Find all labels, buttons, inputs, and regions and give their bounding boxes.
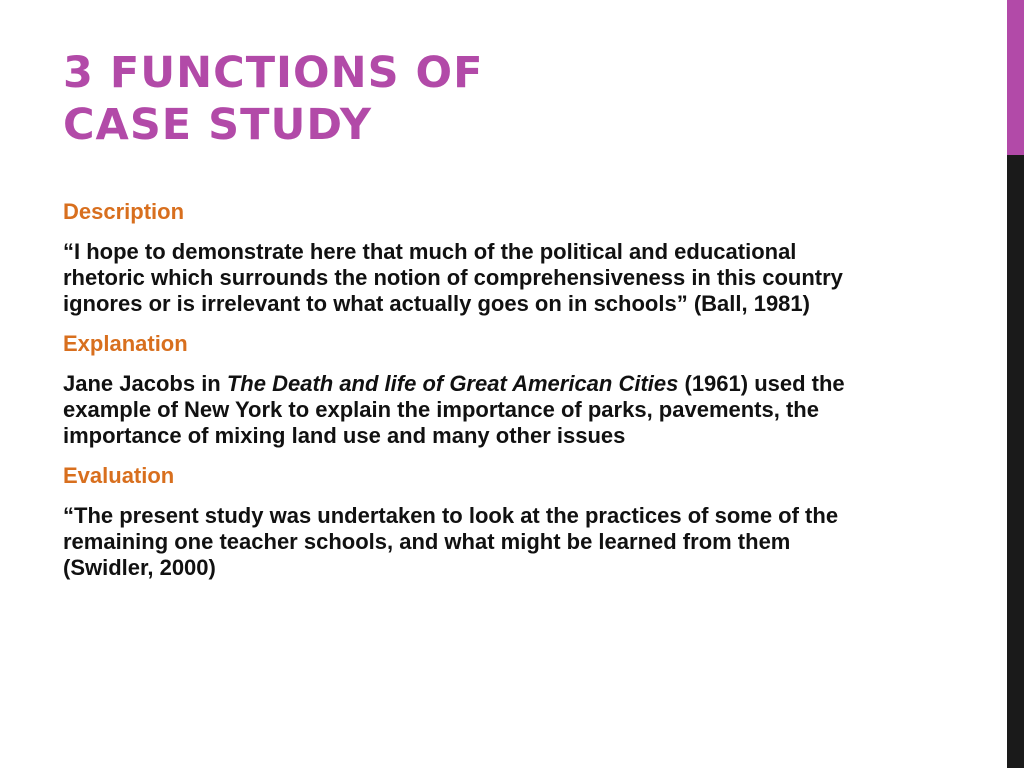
evaluation-heading: Evaluation [63, 463, 175, 488]
side-bar-accent [1007, 0, 1024, 155]
slide-title-line-1: 3 FUNCTIONS OF [63, 48, 484, 98]
explanation-text-before: Jane Jacobs in [63, 371, 227, 396]
description-quote: “I hope to demonstrate here that much of the political and educational rhetoric which surrounds the notion of comprehensiveness in this country ignores or is irrelevant to what actually goes on in schools” (Ball, 1981) [63, 239, 843, 316]
evaluation-quote: “The present study was undertaken to look at the practices of some of the remaining one teacher schools, and what might be learned from them (Swidler, 2000) [63, 503, 839, 580]
explanation-book-title: The Death and life of Great American Cities [226, 371, 679, 396]
slide-title [63, 47, 483, 151]
description-heading: Description [63, 199, 185, 224]
slide-title-line-2: CASE STUDY [63, 100, 373, 150]
explanation-text [63, 371, 883, 449]
explanation-text-after: (1961) used the example of New York to explain the importance of parks, pavements, the importance of mixing land use and many other issues [63, 371, 845, 448]
explanation-heading: Explanation [63, 331, 188, 356]
slide-content [63, 199, 883, 595]
